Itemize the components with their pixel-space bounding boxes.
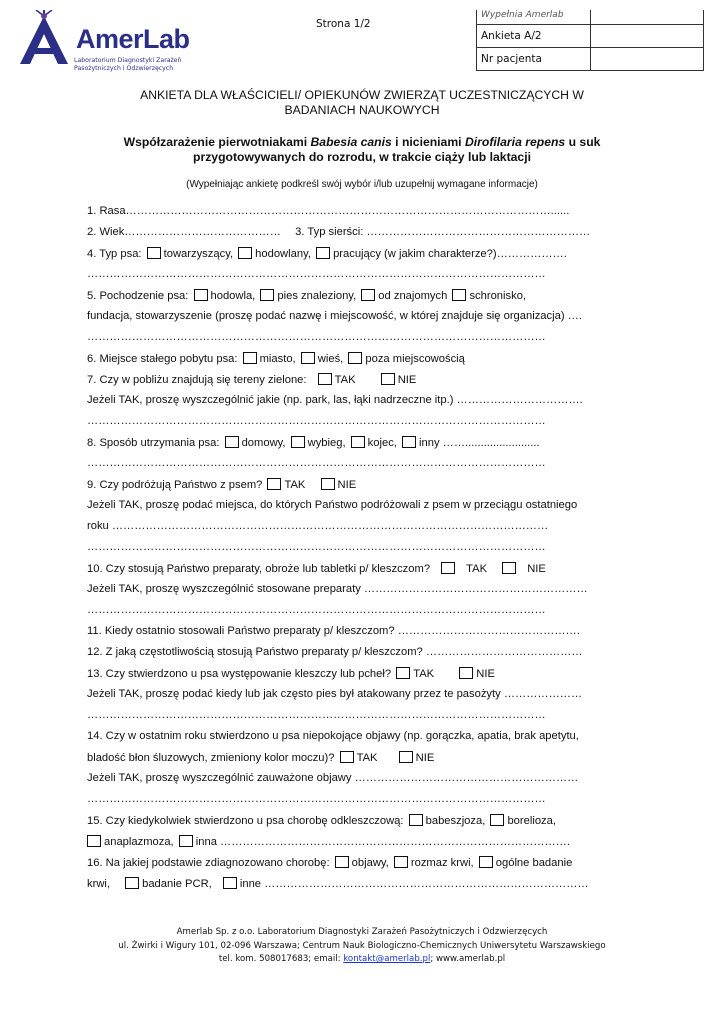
q6-city-checkbox[interactable] <box>243 352 257 364</box>
instructions-note: (Wypełniając ankietę podkreśl swój wybór i/lub uzupełnij wymagane informacje) <box>186 179 538 190</box>
q6-outside-label: poza miejscowością <box>365 353 465 365</box>
q3-coat-type[interactable]: 3. Typ sierści: …………………………………………………… <box>295 226 591 238</box>
q1-breed[interactable]: 1. Rasa……………………………………………………………………………………………………...... <box>87 205 570 217</box>
q5-label: 5. Pochodzenie psa: <box>87 290 189 302</box>
q8-label: 8. Sposób utrzymania psa: <box>87 437 220 449</box>
q7-yes-label: TAK <box>334 374 356 386</box>
q5-found-label: pies znaleziony, <box>277 290 357 302</box>
q16-blood-test-label: ogólne badanie <box>495 857 573 869</box>
q16-other-label[interactable]: inne …………………………………………………………………………… <box>239 878 589 890</box>
q13-line2[interactable]: Jeżeli TAK, proszę podać kiedy lub jak często pies był atakowany przez te pasożyty ………………… <box>87 688 583 700</box>
q4-breeding-label: hodowlany, <box>255 248 311 260</box>
subtitle-part-e: u suk <box>565 135 601 149</box>
q14-no-checkbox[interactable] <box>399 751 413 763</box>
q9-line2: Jeżeli TAK, proszę podać miejsca, do których Państwo podróżowali z psem w przeciągu ostatniego <box>87 499 578 511</box>
q5-kennel-label: hodowla, <box>210 290 256 302</box>
q8-other-checkbox[interactable] <box>402 436 416 448</box>
q2-age[interactable]: 2. Wiek…………………………………… <box>87 226 281 238</box>
q6-row <box>87 352 465 365</box>
q4-companion-checkbox[interactable] <box>147 247 161 259</box>
survey-subtitle <box>60 135 664 165</box>
q7-line2[interactable]: Jeżeli TAK, proszę wyszczególnić jakie (np. park, las, łąki nadrzeczne itp.) ……………………………. <box>87 394 583 406</box>
q13-no-checkbox[interactable] <box>459 667 473 679</box>
q7-row <box>87 373 416 386</box>
q5-shelter-checkbox[interactable] <box>452 289 466 301</box>
q6-village-checkbox[interactable] <box>301 352 315 364</box>
q15-babesiosis-label: babeszjoza, <box>425 815 486 827</box>
q10-yes-checkbox[interactable] <box>441 562 455 574</box>
q15-borreliosis-checkbox[interactable] <box>490 814 504 826</box>
q7-yes-checkbox[interactable] <box>318 373 332 385</box>
q4-working-label: pracujący (w jakim charakterze?)………………. <box>333 248 567 260</box>
subtitle-part-a: Współzarażenie pierwotniakami <box>123 135 311 149</box>
q10-no-label: NIE <box>527 563 546 575</box>
subtitle-line1 <box>60 135 664 150</box>
lab-use-box <box>476 10 704 71</box>
q9-no-label: NIE <box>337 479 357 491</box>
q14-yes-label: TAK <box>356 752 378 764</box>
q13-yes-label: TAK <box>413 668 435 680</box>
q6-city-label: miasto, <box>259 353 296 365</box>
dirofilaria-name: Dirofilaria repens <box>464 135 566 149</box>
lab-use-header: Wypełnia Amerlab <box>477 10 591 24</box>
q16-smear-checkbox[interactable] <box>394 856 408 868</box>
q9-no-checkbox[interactable] <box>321 478 335 490</box>
q4-companion-label: towarzyszący, <box>163 248 234 260</box>
footer-address: ul. Żwirki i Wigury 101, 02-096 Warszawa; Centrum Nauk Biologiczno-Chemicznych Uniwersytetu Warszawskiego <box>118 940 606 951</box>
babesia-name: Babesia canis <box>310 135 392 149</box>
survey-id-label: Ankieta A/2 <box>477 24 591 47</box>
q10-no-checkbox[interactable] <box>502 562 516 574</box>
q6-village-label: wieś, <box>317 353 344 365</box>
q7-answer-line[interactable]: …………………………………………………………………………………………………………… <box>87 415 546 427</box>
q11-last-treatment[interactable]: 11. Kiedy ostatnio stosowali Państwo preparaty p/ kleszczom? …………………………………………. <box>87 625 580 637</box>
title-line1: ANKIETA DLA WŁAŚCICIELI/ OPIEKUNÓW ZWIERZĄT UCZESTNICZĄCYCH W <box>140 88 584 102</box>
q15-row <box>87 814 556 827</box>
q4-breeding-checkbox[interactable] <box>238 247 252 259</box>
lab-use-header-cell <box>591 10 704 24</box>
q5-row <box>87 289 526 302</box>
q13-answer-line[interactable]: …………………………………………………………………………………………………………… <box>87 709 546 721</box>
q8-run-label: wybieg, <box>307 437 346 449</box>
q9-label: 9. Czy podróżują Państwo z psem? <box>87 479 263 491</box>
q7-no-label: NIE <box>397 374 417 386</box>
q15-label: 15. Czy kiedykolwiek stwierdzono u psa chorobę odkleszczową: <box>87 815 404 827</box>
q4-working-checkbox[interactable] <box>316 247 330 259</box>
q13-label: 13. Czy stwierdzono u psa występowanie kleszczy lub pcheł? <box>87 668 392 680</box>
subtitle-line2: przygotowywanych do rozrodu, w trakcie ciąży lub laktacji <box>193 150 531 164</box>
q5-friends-checkbox[interactable] <box>361 289 375 301</box>
q8-answer-line[interactable]: …………………………………………………………………………………………………………… <box>87 457 546 469</box>
q10-line2[interactable]: Jeżeli TAK, proszę wyszczególnić stosowane preparaty …………………………………………………… <box>87 583 588 595</box>
q4-row <box>87 247 567 260</box>
q9-answer-line[interactable]: …………………………………………………………………………………………………………… <box>87 541 546 553</box>
q2-q3-row <box>87 226 590 238</box>
q10-row <box>87 562 546 575</box>
logo-subtitle-line1: Laboratorium Diagnostyki Zarażeń <box>74 57 182 64</box>
footer-contact <box>0 953 724 967</box>
title-line2: BADANIACH NAUKOWYCH <box>284 103 440 117</box>
q9-row <box>87 478 356 491</box>
q15-row2 <box>87 835 570 848</box>
q6-outside-checkbox[interactable] <box>348 352 362 364</box>
patient-number-field[interactable] <box>591 47 704 70</box>
footer-website: ; www.amerlab.pl <box>430 954 506 964</box>
q14-label: bladość błon śluzowych, zmieniony kolor moczu)? <box>87 752 335 764</box>
q4-label: 4. Typ psa: <box>87 248 142 260</box>
q16-label: 16. Na jakiej podstawie zdiagnozowano chorobę: <box>87 857 330 869</box>
q8-pen-label: kojec, <box>367 437 397 449</box>
q13-yes-checkbox[interactable] <box>396 667 410 679</box>
survey-id-field[interactable] <box>591 24 704 47</box>
q9-line3[interactable]: roku ……………………………………………………………………………………………………… <box>87 520 549 532</box>
q9-yes-checkbox[interactable] <box>267 478 281 490</box>
q4-answer-line[interactable]: …………………………………………………………………………………………………………… <box>87 268 546 280</box>
footer-email-link[interactable]: kontakt@amerlab.pl <box>343 954 431 964</box>
q10-label: 10. Czy stosują Państwo preparaty, obroże lub tabletki p/ kleszczom? <box>87 563 431 575</box>
q8-indoor-label: domowy, <box>241 437 286 449</box>
q5-kennel-checkbox[interactable] <box>194 289 208 301</box>
footer-phone: tel. kom. 508017683; email: <box>218 954 344 964</box>
q15-anaplasmosis-label: anaplazmoza, <box>104 836 174 848</box>
q16-symptoms-checkbox[interactable] <box>335 856 349 868</box>
q13-row <box>87 667 495 680</box>
q15-borreliosis-label: borelioza, <box>507 815 556 827</box>
page-footer <box>0 926 724 967</box>
q13-no-label: NIE <box>476 668 495 680</box>
q7-no-checkbox[interactable] <box>381 373 395 385</box>
amerlab-logo <box>14 10 190 78</box>
q14-yes-checkbox[interactable] <box>340 751 354 763</box>
footer-company: Amerlab Sp. z o.o. Laboratorium Diagnostyki Zarażeń Pasożytniczych i Odzwierzęcych <box>176 927 548 937</box>
q5-found-checkbox[interactable] <box>260 289 274 301</box>
q16-pcr-checkbox[interactable] <box>125 877 139 889</box>
q8-run-checkbox[interactable] <box>291 436 305 448</box>
q5-line2: fundacja, stowarzyszenie (proszę podać nazwę i miejscowość, w której znajduje się organizacja) …. <box>87 310 582 322</box>
q16-blood-test-label-cont: krwi, <box>87 878 110 890</box>
q16-row <box>87 856 572 869</box>
logo-subtitle <box>74 57 194 73</box>
q14-no-label: NIE <box>415 752 435 764</box>
q8-other-label: inny ……........................ <box>419 437 540 449</box>
q8-indoor-checkbox[interactable] <box>225 436 239 448</box>
q16-smear-label: rozmaz krwi, <box>410 857 474 869</box>
logo-wordmark: AmerLab <box>76 24 190 54</box>
q14-answer-line[interactable]: …………………………………………………………………………………………………………… <box>87 793 546 805</box>
q5-answer-line[interactable]: …………………………………………………………………………………………………………… <box>87 331 546 343</box>
q6-label: 6. Miejsce stałego pobytu psa: <box>87 353 238 365</box>
q15-other-label[interactable]: inna …………………………………………………………………………………. <box>195 836 570 848</box>
q16-other-checkbox[interactable] <box>223 877 237 889</box>
subtitle-part-c: i nicieniami <box>391 135 465 149</box>
q14-row <box>87 751 434 764</box>
q15-anaplasmosis-checkbox[interactable] <box>87 835 101 847</box>
q10-yes-label: TAK <box>466 563 488 575</box>
page-number: Strona 1/2 <box>316 18 371 30</box>
q12-frequency[interactable]: 12. Z jaką częstotliwością stosują Państwo preparaty p/ kleszczom? …………………………………… <box>87 646 583 658</box>
q8-pen-checkbox[interactable] <box>351 436 365 448</box>
q8-row <box>87 436 540 449</box>
q14-line1: 14. Czy w ostatnim roku stwierdzono u psa niepokojące objawy (np. gorączka, apatia, brak apetytu, <box>87 730 579 742</box>
q9-yes-label: TAK <box>284 479 306 491</box>
q16-symptoms-label: objawy, <box>351 857 389 869</box>
q16-blood-test-checkbox[interactable] <box>479 856 493 868</box>
q5-friends-label: od znajomych <box>378 290 448 302</box>
page-title <box>60 88 664 118</box>
q5-shelter-label: schronisko, <box>469 290 527 302</box>
q15-babesiosis-checkbox[interactable] <box>409 814 423 826</box>
q7-label: 7. Czy w pobliżu znajdują się tereny zielone: <box>87 374 307 386</box>
q16-row2 <box>87 877 589 890</box>
q10-answer-line[interactable]: …………………………………………………………………………………………………………… <box>87 604 546 616</box>
q14-line3[interactable]: Jeżeli TAK, proszę wyszczególnić zauważone objawy …………………………………………………… <box>87 772 579 784</box>
q15-other-checkbox[interactable] <box>179 835 193 847</box>
patient-number-label: Nr pacjenta <box>477 47 591 70</box>
q16-pcr-label: badanie PCR, <box>142 878 212 890</box>
logo-subtitle-line2: Pasożytniczych i Odzwierzęcych <box>74 65 174 72</box>
